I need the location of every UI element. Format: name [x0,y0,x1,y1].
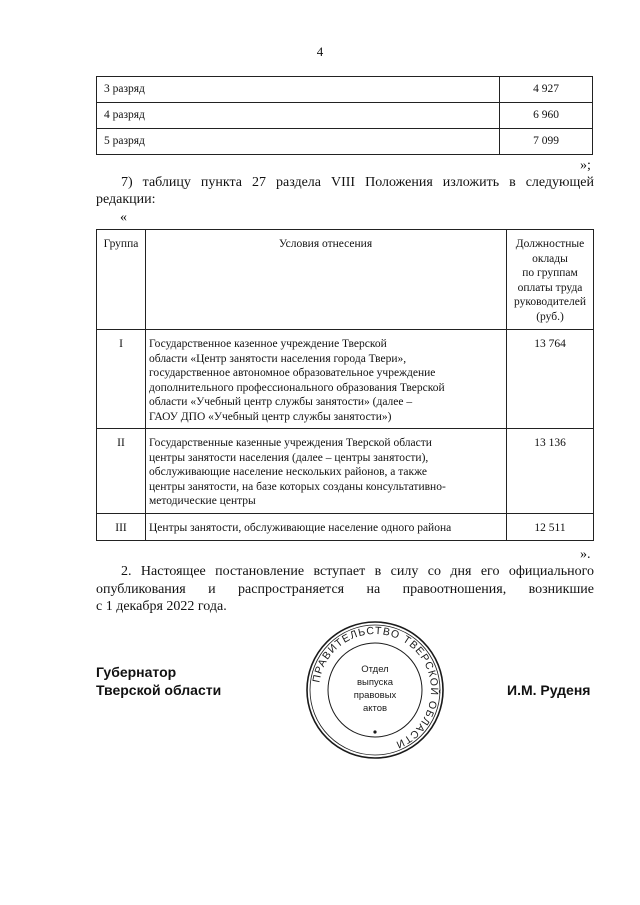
rank-salary-table [96,76,593,155]
group-cell: II [97,429,146,514]
salary-cell: 12 511 [507,513,594,540]
word: на [366,582,381,597]
header-salary-line: (руб.) [536,310,564,323]
salary-cell: 4 927 [500,77,593,103]
conditions-line: методические центры [149,495,256,507]
header-salary-line: по группам [522,267,578,279]
conditions-line: центры занятости населения (далее – центры занятости), [149,451,429,464]
word: распространяется [238,582,345,597]
word: возникшие [528,582,594,597]
header-salary-line: Должностные [515,238,585,250]
rank-cell: 5 разряд [97,129,500,155]
item7-line2: редакции: [96,192,156,207]
group-cell: I [97,330,146,429]
page-number: 4 [316,44,324,59]
conditions-cell [146,513,507,540]
conditions-line: обслуживающие население нескольких районов, а также [149,466,428,478]
group-cell: III [97,513,146,540]
stamp-center-line: выпуска [356,677,394,688]
table-row [97,103,593,129]
table-row [97,77,593,103]
official-stamp [305,620,445,760]
conditions-line: ГАОУ ДПО «Учебный центр службы занятости») [149,410,392,423]
conditions-line: центры занятости, на базе которых созданы консультативно- [149,480,446,493]
conditions-line: государственное автономное образовательное учреждение [149,367,436,379]
management-salary-table [96,229,594,541]
conditions-line: области «Учебный центр службы занятости» (далее – [149,396,413,408]
word: правоотношения, [402,582,507,597]
salary-cell: 7 099 [500,129,593,155]
header-conditions: Условия отнесения [146,230,507,330]
table-row [97,429,594,514]
header-salary-line: оплаты труда [517,281,583,294]
rank-cell: 4 разряд [97,103,500,129]
table-header-row [97,230,594,330]
item2-line3: с 1 декабря 2022 года. [96,599,227,614]
conditions-line: Государственное казенное учреждение Тверской [149,338,387,350]
conditions-line: Центры занятости, обслуживающие население одного района [149,521,452,534]
stamp-ring-text: ПРАВИТЕЛЬСТВО ТВЕРСКОЙ ОБЛАСТИ [310,624,441,751]
rank-cell: 3 разряд [97,77,500,103]
opening-quote: « [120,210,127,225]
closing-quote-2: ». [580,547,591,562]
table-row [97,129,593,155]
item7-line1: 7) таблицу пункта 27 раздела VIII Положения изложить в следующей [121,175,594,190]
conditions-line: дополнительного профессионального образования Тверской [149,381,445,394]
item2-line1: 2. Настоящее постановление вступает в силу со дня его официального [121,564,594,579]
word: и [208,582,216,597]
header-salary [507,230,594,330]
conditions-line: Государственные казенные учреждения Тверской области [149,437,432,449]
signatory-title-line1: Губернатор [96,664,177,680]
table-row [97,330,594,429]
table-row [97,513,594,540]
salary-cell: 13 764 [507,330,594,429]
stamp-dot [373,730,376,733]
signatory-title-line2: Тверской области [96,682,222,698]
header-salary-line: руководителей [513,296,586,308]
conditions-cell [146,429,507,514]
closing-quote-1: »; [580,158,591,173]
salary-cell: 13 136 [507,429,594,514]
conditions-line: области «Центр занятости населения города Твери», [149,352,407,365]
stamp-center-line: актов [362,703,388,714]
stamp-center-line: Отдел [361,664,389,675]
stamp-center-line: правовых [353,690,397,701]
signatory-name: И.М. Руденя [507,682,591,698]
header-group: Группа [97,230,146,330]
conditions-cell [146,330,507,429]
item2-line2 [96,582,594,598]
header-salary-line: оклады [532,252,568,265]
word: опубликования [96,582,186,597]
salary-cell: 6 960 [500,103,593,129]
